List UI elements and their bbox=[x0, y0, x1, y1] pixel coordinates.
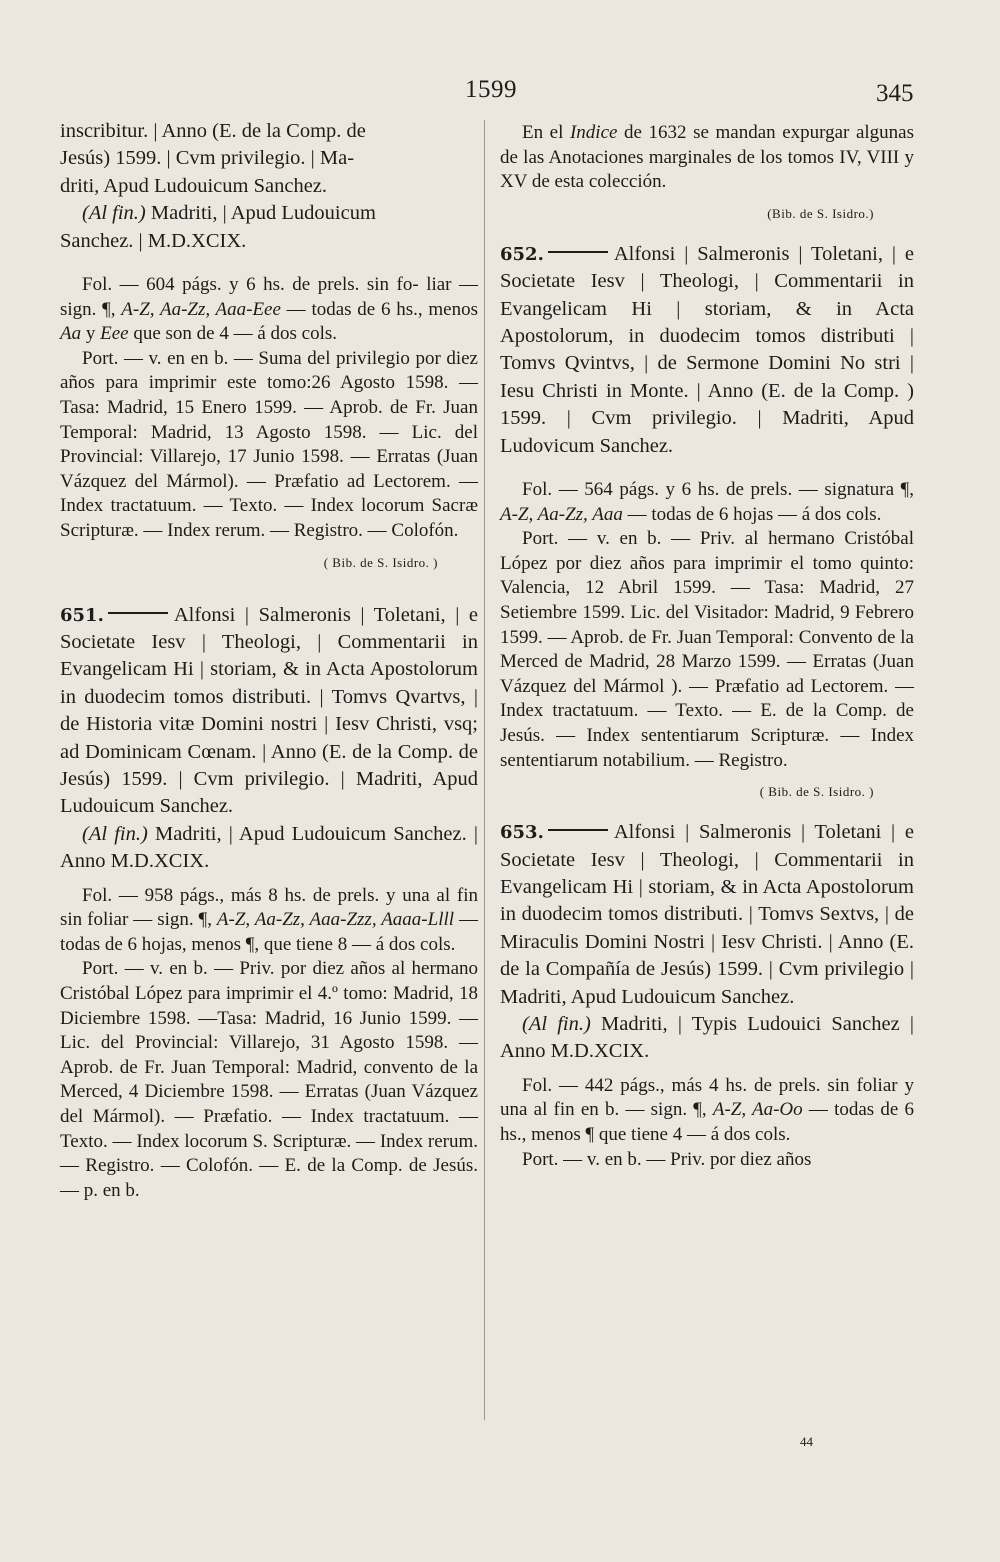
library-reference: ( Bib. de S. Isidro. ) bbox=[323, 554, 438, 570]
entry-650-title-end: inscribitur. | Anno (E. de la Comp. de Jesús) 1599. | Cvm privilegio. | Ma- driti, Apud Ludouicum Sanchez. bbox=[60, 120, 366, 197]
entry-652-description: Fol. — 564 págs. y 6 hs. de prels. — signatura ¶, A-Z, Aa-Zz, Aaa — todas de 6 hojas — á dos cols. bbox=[500, 479, 914, 525]
entry-653-description: Fol. — 442 págs., más 4 hs. de prels. sin foliar y una al fin en b. — sign. ¶, A-Z, Aa-Oo — todas de 6 hs., menos ¶ que tiene 4 — á dos cols. bbox=[500, 1074, 915, 1145]
right-column bbox=[500, 121, 914, 1172]
entry-651-colophon: (Al fin.) Madriti, | Apud Ludouicum Sanchez. | Anno M.D.XCIX. bbox=[60, 822, 478, 873]
entry-number: 652. bbox=[500, 243, 544, 265]
entry-653-port: Port. — v. en b. — Priv. por diez años bbox=[522, 1148, 812, 1170]
entry-653-colophon: (Al fin.) Madriti, | Typis Ludouici Sanchez | Anno M.D.XCIX. bbox=[500, 1013, 914, 1063]
entry-number: 653. bbox=[500, 822, 544, 844]
entry-653-heading: 653. Alfonsi | Salmeronis | Toletani | e Societate Iesv | Theologi, | Commentarii in Evangelicam Hi | storiam, & in Acta Apostolorum in duodecim tomos distributi. | Tomvs Sextvs, | de Miraculis Domini Nostri | Iesv Christi. | Anno (E. de la Compañía de Jesús) 1599. | Cvm privilegio | Madriti, Apud Ludouicum Sanchez. bbox=[500, 821, 914, 1008]
entry-650-description: Fol. — 604 págs. y 6 hs. de prels. sin fo- liar — sign. ¶, A-Z, Aa-Zz, Aaa-Eee — todas de 6 hs., menos Aa y Eee que son de 4 — á dos cols. bbox=[60, 274, 479, 345]
entry-651-port: Port. — v. en b. — Priv. por diez años al hermano Cristóbal López para imprimir el 4.º tomo: Madrid, 18 Diciembre 1598. —Tasa: Madrid, 16 Junio 1599. — Lic. del Provincial: Villarejo, 31 Agosto 1598. — Aprob. de Fr. Juan Temporal: Madrid, convento de la Merced, 4 Diciembre 1598. — Erratas (Juan Vázquez del Mármol). — Præfatio. — Index tractatuum. — Texto. — Index locorum S. Scripturæ. — Index rerum. — Registro. — Colofón. — E. de la Comp. de Jesús. — p. en b. bbox=[60, 958, 478, 1201]
dash-rule bbox=[108, 612, 168, 614]
entry-652-port: Port. — v. en b. — Priv. al hermano Cristóbal López por diez años para imprimir el tomo quinto: Valencia, 12 Abril 1599. — Tasa: Madrid, 27 Setiembre 1599. Lic. del Visitador: Madrid, 9 Febrero 1599. — Aprob. de Fr. Juan Temporal: Convento de la Merced de Madrid, 28 Marzo 1599. — Erratas (Juan Vázquez del Mármol ). — Præfatio ad Lectorem. — Index tractatuum. — Texto. — E. de la Comp. de Jesús. — Index sententiarum Scripturæ. — Index sententiarum notabilium. — Registro. bbox=[500, 528, 914, 771]
running-head-year: 1599 bbox=[465, 76, 517, 103]
entry-number: 651. bbox=[60, 604, 104, 626]
column-divider bbox=[484, 120, 485, 1420]
dash-rule bbox=[548, 829, 608, 831]
left-column bbox=[60, 118, 478, 1203]
library-reference: ( Bib. de S. Isidro. ) bbox=[759, 784, 874, 800]
entry-651-heading: 651. Alfonsi | Salmeronis | Toletani, | e Societate Iesv | Theologi, | Commentarii in Evangelicam Hi | storiam, & in Acta Apostolorum in duodecim tomos distributi. | Tomvs Qvartvs, | de Historia vitæ Domini nostri | Iesv Christi, vsq; ad Dominicam Cœnam. | Anno (E. de la Comp. de Jesús) 1599. | Cvm privilegio. | Madriti, Apud Ludouicum Sanchez. bbox=[60, 603, 478, 818]
library-reference: (Bib. de S. Isidro.) bbox=[767, 205, 874, 221]
entry-651-description: Fol. — 958 págs., más 8 hs. de prels. y una al fin sin foliar — sign. ¶, A-Z, Aa-Zz, Aaa-Zzz, Aaaa-Llll — todas de 6 hojas, menos ¶, que tiene 8 — á dos cols. bbox=[60, 884, 478, 955]
entry-650-port: Port. — v. en en b. — Suma del privilegio por diez años para imprimir este tomo:26 Agosto 1598. — Tasa: Madrid, 15 Enero 1599. — Aprob. de Fr. Juan Temporal: Madrid, 13 Agosto 1598. — Lic. del Provincial: Villarejo, 17 Junio 1598. — Erratas (Juan Vázquez del Mármol). — Præfatio ad Lectorem. — Index tractatuum. — Texto. — Index locorum Sacræ Scripturæ. — Index rerum. — Registro. — Colofón. bbox=[60, 347, 478, 541]
entry-652-heading: 652. Alfonsi | Salmeronis | Toletani, | e Societate Iesv | Theologi, | Commentarii in Evangelicam Hi | storiam, & in Acta Apostolorum, in duodecim tomos distributi | Tomvs Qvintvs, | de Sermone Domini No stri | Iesu Christi in Monte. | Anno (E. de la Comp. ) 1599. | Cvm privilegio. | Madriti, Apud Ludovicum Sanchez. bbox=[500, 242, 914, 457]
page-number: 345 bbox=[876, 80, 914, 107]
signature-mark: 44 bbox=[800, 1434, 813, 1449]
dash-rule bbox=[548, 251, 608, 253]
entry-650-colophon: (Al fin.) Madriti, | Apud Ludouicum Sanchez. | M.D.XCIX. bbox=[60, 202, 376, 252]
expurgation-note: En el Indice de 1632 se mandan expurgar algunas de las Anotaciones marginales de los tomos IV, VIII y XV de esta colección. bbox=[500, 122, 914, 193]
